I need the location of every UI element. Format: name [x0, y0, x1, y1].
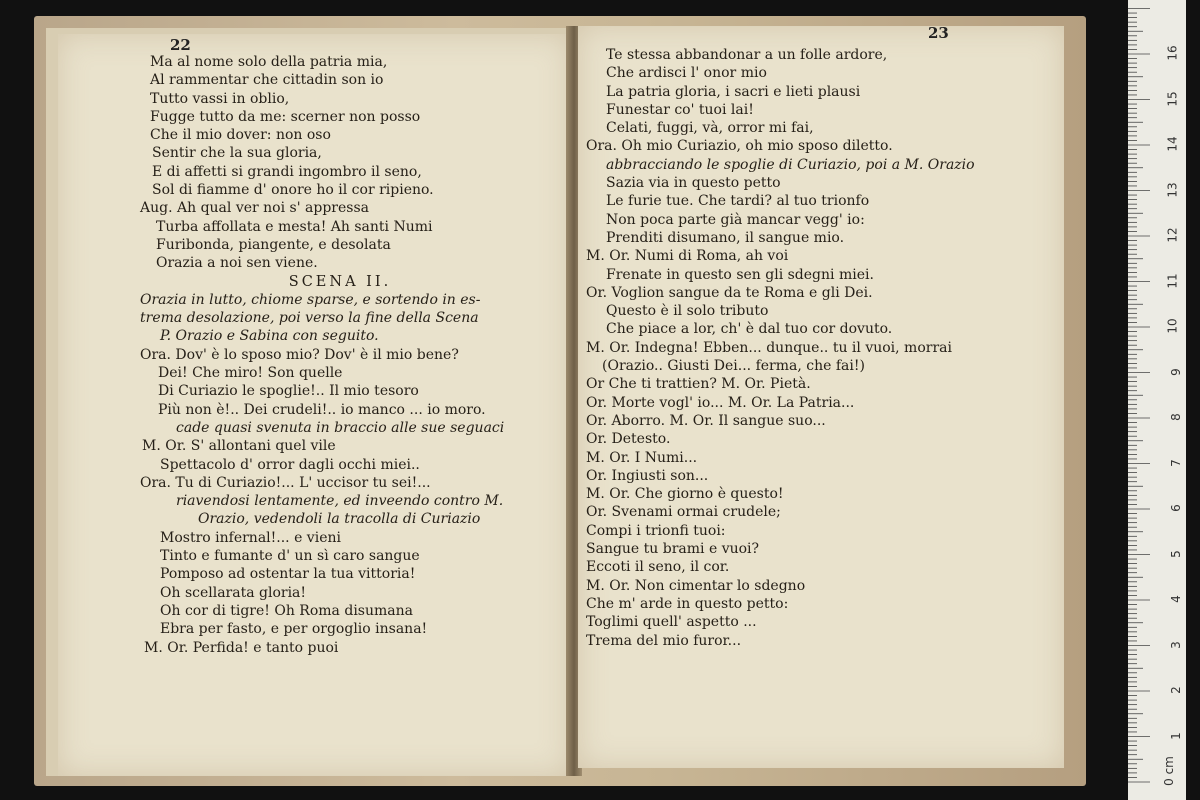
text-line: Fugge tutto da me: scerner non posso	[150, 108, 421, 125]
text-line: Funestar co' tuoi lai!	[606, 101, 754, 118]
ruler-label: 7	[1169, 458, 1184, 467]
text-line: M. Or. Perfida! e tanto puoi	[144, 639, 339, 656]
text-line: Questo è il solo tributo	[606, 303, 769, 320]
text-line: M. Or. Indegna! Ebben... dunque.. tu il vuoi, morrai	[586, 339, 952, 356]
text-line: Ma al nome solo della patria mia,	[150, 54, 388, 70]
text-line: Compi i trionfi tuoi:	[586, 522, 726, 539]
text-line: riavendosi lentamente, ed inveendo contro M.	[176, 493, 504, 510]
ruler-label: 11	[1165, 272, 1180, 289]
text-line: Oh scellarata gloria!	[160, 584, 307, 601]
text-line: Tinto e fumante d' un sì caro sangue	[160, 548, 420, 565]
text-line: P. Orazio e Sabina con seguito.	[160, 328, 379, 345]
text-line: Te stessa abbandonar a un folle ardore,	[606, 47, 888, 63]
ruler-label: 5	[1169, 549, 1184, 558]
text-line: Trema del mio furor...	[586, 632, 742, 649]
text-line: Celati, fuggi, và, orror mi fai,	[606, 120, 814, 137]
text-line: Che il mio dover: non oso	[150, 127, 331, 144]
text-line: Orazia a noi sen viene.	[156, 255, 318, 272]
measuring-ruler	[1128, 0, 1186, 800]
text-line: Mostro infernal!... e vieni	[160, 529, 341, 546]
ruler-label: 4	[1169, 595, 1184, 603]
text-line: Turba affollata e mesta! Ah santi Numi	[156, 218, 433, 235]
text-line: Sentir che la sua gloria,	[152, 145, 322, 162]
text-line: La patria gloria, i sacri e lieti plausi	[606, 83, 861, 100]
text-line: Pomposo ad ostentar la tua vittoria!	[160, 566, 416, 583]
text-line: Ora. Dov' è lo sposo mio? Dov' è il mio bene?	[140, 346, 459, 363]
text-line: cade quasi svenuta in braccio alle sue seguaci	[176, 419, 505, 436]
ruler-label: 1	[1169, 731, 1184, 740]
text-line: Eccoti il seno, il cor.	[586, 559, 730, 576]
ruler-label: 14	[1165, 136, 1180, 152]
text-line: Più non è!.. Dei crudeli!.. io manco ... io moro.	[158, 401, 486, 418]
page-number-left: 22	[170, 36, 191, 54]
text-line: Prenditi disumano, il sangue mio.	[606, 229, 845, 246]
ruler-label: 10	[1165, 318, 1180, 334]
text-line: Dei! Che miro! Son quelle	[158, 365, 343, 382]
text-line: M. Or. S' allontani quel vile	[142, 438, 336, 455]
text-line: SCENA II.	[288, 273, 392, 290]
page-number-right: 23	[928, 24, 949, 42]
text-line: Ora. Oh mio Curiazio, oh mio sposo diletto.	[586, 138, 893, 155]
right-page	[578, 26, 1064, 768]
text-line: Or. Aborro. M. Or. Il sangue suo...	[586, 412, 826, 429]
ruler-label: 13	[1165, 181, 1180, 198]
text-line: E di affetti si grandi ingombro il seno,	[152, 163, 422, 180]
ruler-label: 16	[1165, 45, 1180, 61]
ruler-label: 6	[1169, 504, 1184, 512]
text-line: M. Or. Non cimentar lo sdegno	[586, 577, 806, 594]
text-line: Non poca parte già mancar vegg' io:	[606, 211, 865, 228]
text-line: trema desolazione, poi verso la fine della Scena	[140, 310, 479, 327]
left-page	[58, 34, 570, 776]
text-line: abbracciando le spoglie di Curiazio, poi a M. Orazio	[606, 156, 975, 173]
ruler-label: 3	[1169, 640, 1184, 649]
text-line: Oh cor di tigre! Oh Roma disumana	[160, 602, 413, 619]
text-line: M. Or. I Numi...	[586, 449, 698, 466]
text-line: Ora. Tu di Curiazio!... L' uccisor tu sei!...	[140, 474, 431, 491]
ruler-label: 2	[1169, 686, 1184, 694]
ruler-label: 0 cm	[1162, 756, 1177, 786]
ruler-label: 15	[1165, 90, 1180, 107]
ruler-ticks	[1128, 0, 1186, 800]
text-line: Orazia in lutto, chiome sparse, e sortendo in es-	[140, 291, 481, 308]
text-line: Le furie tue. Che tardi? al tuo trionfo	[606, 193, 870, 210]
left-page-text	[140, 53, 540, 657]
text-line: M. Or. Numi di Roma, ah voi	[586, 248, 789, 265]
text-line: Furibonda, piangente, e desolata	[156, 236, 391, 253]
text-line: Toglimi quell' aspetto ...	[586, 614, 757, 631]
text-line: Aug. Ah qual ver noi s' appressa	[140, 200, 369, 217]
text-line: Spettacolo d' orror dagli occhi miei..	[160, 456, 420, 473]
ruler-label: 12	[1165, 227, 1180, 243]
text-line: Or. Morte vogl' io... M. Or. La Patria...	[586, 394, 855, 411]
text-line: Or. Ingiusti son...	[586, 467, 709, 484]
text-line: Che ardisci l' onor mio	[606, 65, 767, 82]
text-line: Orazio, vedendoli la tracolla di Curiazio	[198, 511, 481, 528]
text-line: Tutto vassi in oblio,	[150, 90, 290, 107]
text-line: Che m' arde in questo petto:	[586, 595, 789, 612]
ruler-label: 8	[1169, 413, 1184, 421]
text-line: Frenate in questo sen gli sdegni miei.	[606, 266, 874, 283]
text-line: Al rammentar che cittadin son io	[150, 72, 384, 89]
text-line: Sazia via in questo petto	[606, 175, 781, 192]
right-page-text	[586, 46, 975, 650]
text-line: Sol di fiamme d' onore ho il cor ripieno.	[152, 182, 434, 199]
text-line: Or. Voglion sangue da te Roma e gli Dei.	[586, 284, 873, 301]
text-line: Di Curiazio le spoglie!.. Il mio tesoro	[158, 383, 419, 400]
text-line: Che piace a lor, ch' è dal tuo cor dovuto.	[606, 321, 893, 338]
text-line: (Orazio.. Giusti Dei... ferma, che fai!)	[602, 358, 865, 375]
ruler-label: 9	[1169, 367, 1184, 376]
text-line: Or. Detesto.	[586, 431, 671, 448]
text-line: Or. Svenami ormai crudele;	[586, 504, 781, 521]
text-line: Ebra per fasto, e per orgoglio insana!	[160, 621, 428, 638]
text-line: M. Or. Che giorno è questo!	[586, 486, 784, 503]
text-line: Sangue tu brami e vuoi?	[586, 541, 760, 558]
text-line: Or Che ti trattien? M. Or. Pietà.	[586, 376, 811, 393]
